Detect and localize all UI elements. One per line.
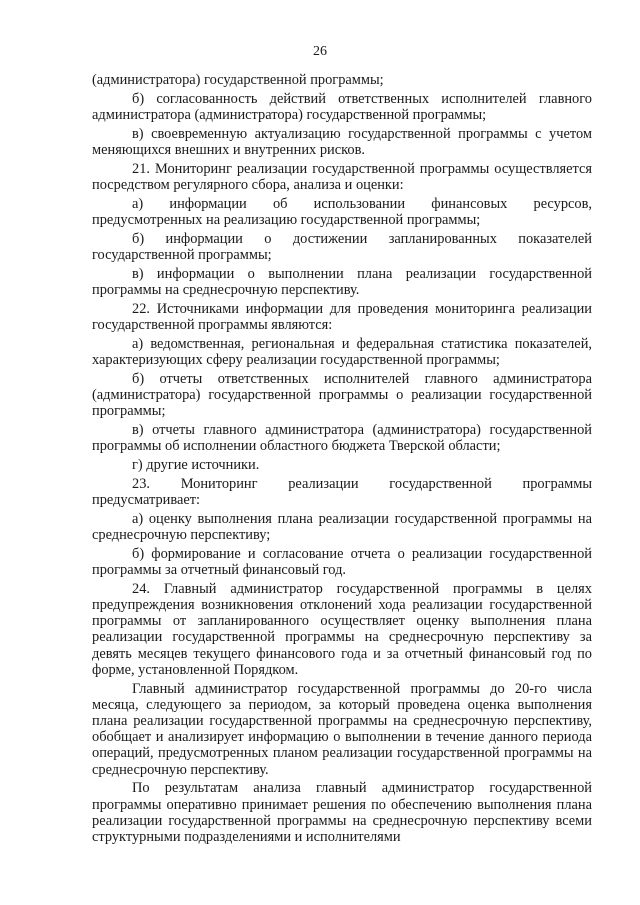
document-body bbox=[92, 72, 592, 848]
paragraph-item-b-reports: б) отчеты ответственных исполнителей главного администратора (администратора) государственной программы о реализации государственной программы; bbox=[92, 370, 592, 420]
paragraph-item-b-report-forming: б) формирование и согласование отчета о реализации государственной программы за отчетный финансовый год. bbox=[92, 545, 592, 578]
paragraph-continuation: (администратора) государственной программы; bbox=[92, 72, 384, 88]
paragraph-item-a-statistics: а) ведомственная, региональная и федеральная статистика показателей, характеризующих сферу реализации государственной программы; bbox=[92, 335, 592, 368]
paragraph-item-a-evaluation: а) оценку выполнения плана реализации государственной программы на среднесрочную перспективу; bbox=[92, 510, 592, 543]
paragraph-item-g-other: г) другие источники. bbox=[132, 457, 260, 473]
paragraph-administrator-deadline: Главный администратор государственной программы до 20-го числа месяца, следующего за периодом, за который проведена оценка выполнения плана реализации государственной программы на среднесрочную перспективу, обобщает и анализирует информацию о выполнении в течение данного периода операций, предусмотренных планом реализации государственной программы на среднесрочную перспективу. bbox=[92, 680, 592, 778]
paragraph-item-v-budget-reports: в) отчеты главного администратора (администратора) государственной программы об исполнении областного бюджета Тверской области; bbox=[92, 422, 592, 455]
paragraph-item-v-actualization: в) своевременную актуализацию государственной программы с учетом меняющихся внешних и внутренних рисков. bbox=[92, 125, 592, 158]
paragraph-analysis-results: По результатам анализа главный администратор государственной программы оперативно принимает решения по обеспечению выполнения плана реализации государственной программы на среднесрочную перспективу всеми структурными подразделениями и исполнителями bbox=[92, 780, 592, 846]
paragraph-section-23: 23. Мониторинг реализации государственной программы предусматривает: bbox=[92, 475, 592, 508]
page-number: 26 bbox=[313, 44, 327, 59]
paragraph-section-22: 22. Источниками информации для проведения мониторинга реализации государственной программы являются: bbox=[92, 300, 592, 333]
paragraph-item-a-finance: а) информации об использовании финансовых ресурсов, предусмотренных на реализацию государственной программы; bbox=[92, 195, 592, 228]
paragraph-section-21: 21. Мониторинг реализации государственной программы осуществляется посредством регулярного сбора, анализа и оценки: bbox=[92, 160, 592, 193]
paragraph-item-b-indicators: б) информации о достижении запланированных показателей государственной программы; bbox=[92, 230, 592, 263]
paragraph-item-b-coordination: б) согласованность действий ответственных исполнителей главного администратора (администратора) государственной программы; bbox=[92, 90, 592, 123]
paragraph-section-24: 24. Главный администратор государственной программы в целях предупреждения возникновения отклонений хода реализации государственной программы от запланированного осуществляет оценку выполнения плана реализации государственной программы на среднесрочную перспективу за девять месяцев текущего финансового года и за отчетный финансовый год по форме, установленной Порядком. bbox=[92, 580, 592, 678]
paragraph-item-v-plan: в) информации о выполнении плана реализации государственной программы на среднесрочную перспективу. bbox=[92, 265, 592, 298]
